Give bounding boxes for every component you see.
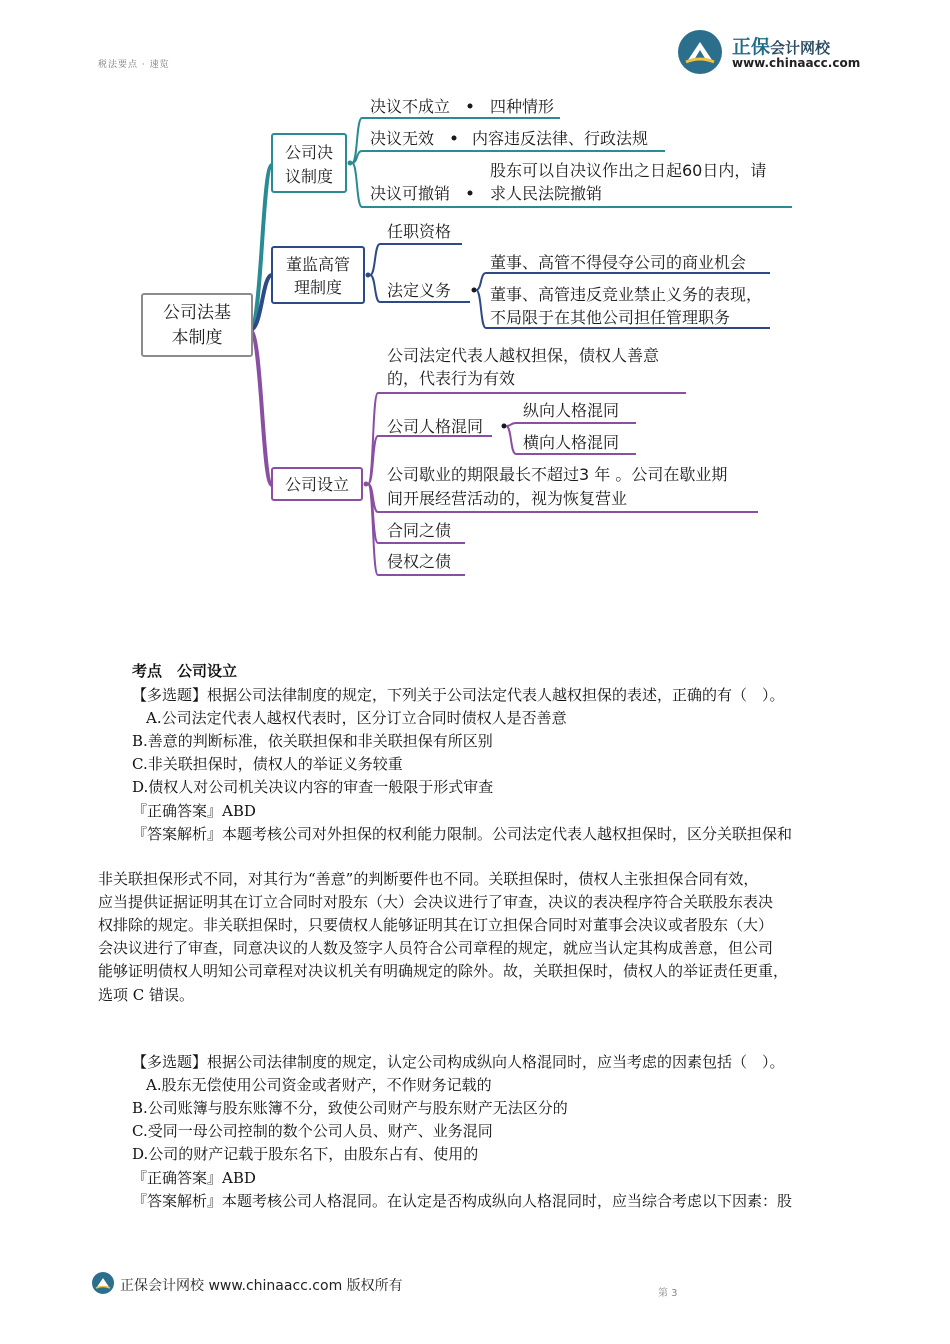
section-title: 考点 公司设立 (132, 662, 238, 680)
root-label-1: 公司法基 (163, 303, 231, 323)
svg-text:董监高管: 董监高管 (285, 255, 351, 274)
q1-option-b: B.善意的判断标准，依关联担保和非关联担保有所区别 (132, 732, 493, 750)
brand-logo (678, 30, 878, 74)
logo-icon (678, 30, 722, 74)
q1-stem: 【多选题】根据公司法律制度的规定，下列关于公司法定代表人越权担保的表述，正确的有（ ）。 (132, 686, 785, 704)
q1-analysis-line: 会决议进行了审查，同意决议的人数及签字人员符合公司章程的规定，就应当认定其构成善意，但公司 (98, 939, 774, 957)
q2-option-d: D.公司的财产记载于股东名下，由股东占有、使用的 (132, 1145, 479, 1163)
node-contract-debt: 合同之债 (387, 521, 452, 540)
footer-logo-icon (92, 1272, 114, 1294)
node-confusion: 公司人格混同 (387, 417, 484, 436)
node-representative-1: 公司法定代表人越权担保，债权人善意 (387, 346, 660, 365)
top-left-mark: 税法要点 · 速览 (98, 60, 170, 70)
node-duty-detail-2b: 不局限于在其他公司担任管理职务 (490, 308, 731, 327)
svg-text:公司决: 公司决 (284, 143, 334, 162)
node-duty-detail-1: 董事、高管不得侵夺公司的商业机会 (490, 253, 747, 272)
page-number: 第 3 (658, 1288, 678, 1299)
q1-analysis-line: 应当提供证据证明其在订立合同时对股东（大）会决议进行了审查，决议的表决程序符合关联股东表决 (98, 893, 774, 911)
node-duty: 法定义务 (387, 281, 452, 300)
node-not-established: 决议不成立 (370, 97, 451, 116)
brand-name: 正保会计网校 (732, 36, 831, 58)
q1-analysis-line: 非关联担保形式不同，对其行为“善意”的判断要件也不同。关联担保时，债权人主张担保合同有效， (98, 870, 759, 888)
mind-map (0, 80, 950, 590)
node-invalid: 决议无效 (370, 129, 435, 148)
node-duty-detail-2a: 董事、高管违反竞业禁止义务的表现， (490, 285, 763, 304)
q2-answer: 『正确答案』ABD (132, 1169, 256, 1187)
q1-analysis-line: 选项 C 错误。 (98, 986, 195, 1004)
svg-text:理制度: 理制度 (293, 278, 343, 297)
node-four-cases: 四种情形 (490, 97, 555, 116)
node-revocable: 决议可撤销 (370, 184, 451, 203)
node-representative-2: 的，代表行为有效 (387, 369, 516, 388)
q2-option-c: C.受同一母公司控制的数个公司人员、财产、业务混同 (132, 1122, 493, 1140)
q1-option-c: C.非关联担保时，债权人的举证义务较重 (132, 755, 403, 773)
root-label-2: 本制度 (171, 328, 223, 348)
q1-option-d: D.债权人对公司机关决议内容的审查一般限于形式审查 (132, 778, 494, 796)
footer-copyright: 正保会计网校 www.chinaacc.com 版权所有 (120, 1278, 403, 1294)
node-revocable-detail-2: 求人民法院撤销 (490, 184, 603, 203)
node-vertical: 纵向人格混同 (523, 401, 620, 420)
node-qualification: 任职资格 (387, 222, 452, 241)
node-suspension-1: 公司歇业的期限最长不超过3 年 。公司在歇业期 (387, 465, 728, 484)
node-invalid-detail: 内容违反法律、行政法规 (472, 129, 649, 148)
node-revocable-detail-1: 股东可以自决议作出之日起60日内，请 (490, 161, 767, 180)
brand-url: www.chinaacc.com (732, 56, 861, 70)
q1-analysis-line: 『答案解析』本题考核公司对外担保的权利能力限制。公司法定代表人越权担保时，区分关联担保和 (132, 825, 793, 843)
node-suspension-2: 间开展经营活动的，视为恢复营业 (387, 489, 628, 508)
svg-text:议制度: 议制度 (284, 167, 334, 186)
q1-analysis-line: 权排除的规定。非关联担保时，只要债权人能够证明其在订立担保合同时对董事会决议或者股东（大） (98, 916, 774, 934)
node-horizontal: 横向人格混同 (523, 433, 620, 452)
q2-option-a: A.股东无偿使用公司资金或者财产，不作财务记载的 (146, 1076, 492, 1094)
q2-option-b: B.公司账簿与股东账簿不分，致使公司财产与股东财产无法区分的 (132, 1099, 568, 1117)
svg-text:公司设立: 公司设立 (284, 475, 350, 494)
q2-stem: 【多选题】根据公司法律制度的规定，认定公司构成纵向人格混同时，应当考虑的因素包括（ ）。 (132, 1053, 785, 1071)
node-tort-debt: 侵权之债 (387, 552, 452, 571)
q1-option-a: A.公司法定代表人越权代表时，区分订立合同时债权人是否善意 (146, 709, 567, 727)
q2-analysis-line: 『答案解析』本题考核公司人格混同。在认定是否构成纵向人格混同时，应当综合考虑以下因素：股 (132, 1192, 793, 1210)
q1-analysis-line: 能够证明债权人明知公司章程对决议机关有明确规定的除外。故，关联担保时，债权人的举证责任更重， (98, 962, 789, 980)
q1-answer: 『正确答案』ABD (132, 802, 256, 820)
